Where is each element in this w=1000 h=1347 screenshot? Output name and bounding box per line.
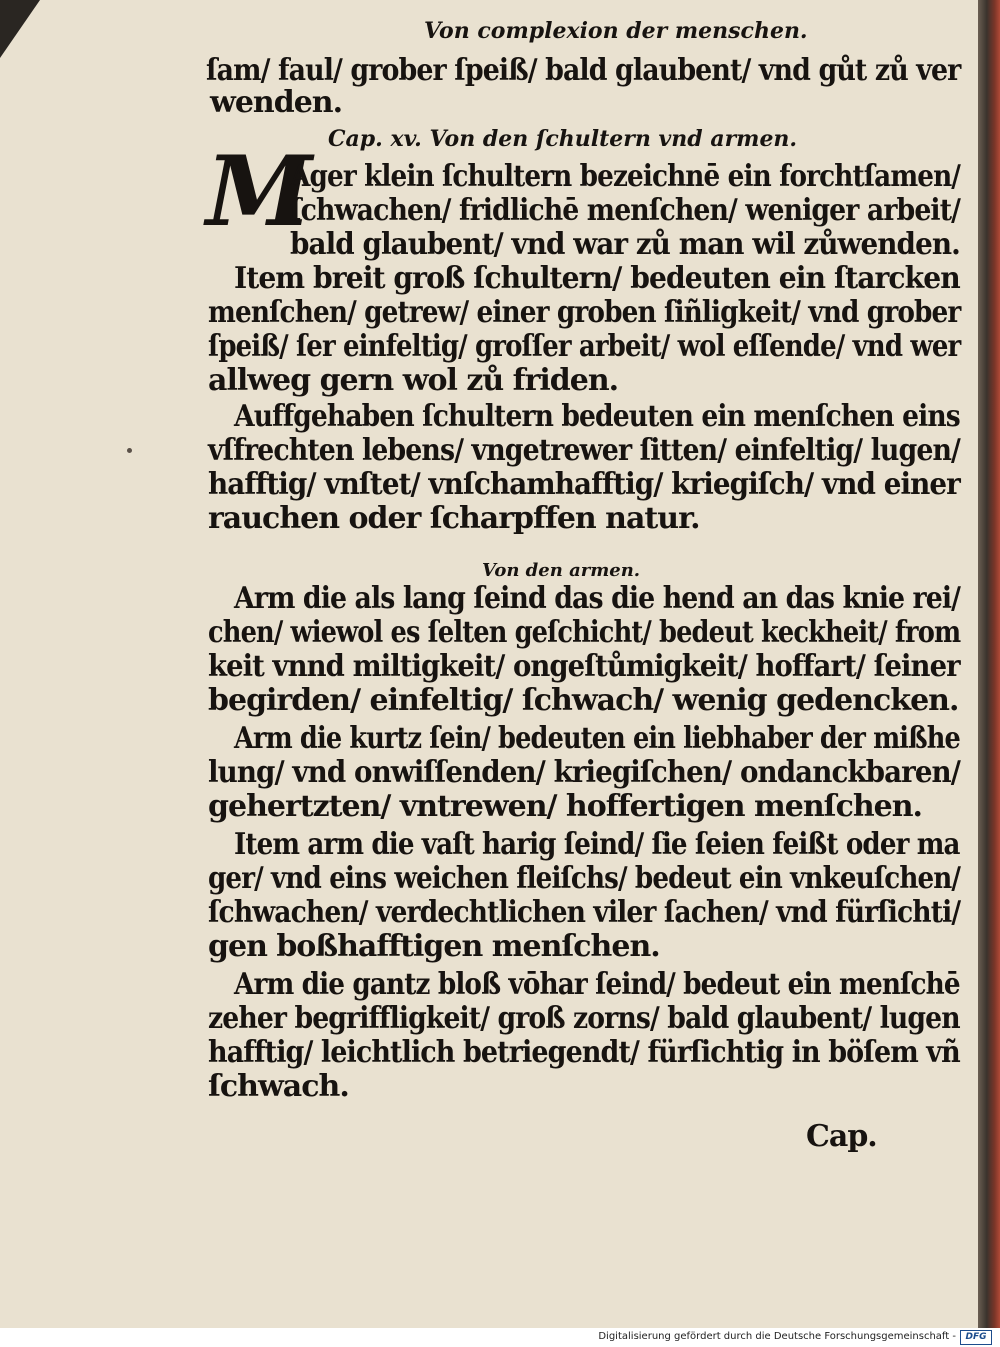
text-line: begirden/ einfeltig/ ſchwach/ wenig gedencken. (208, 683, 959, 718)
text-line: ſchwachen/ verdechtlichen viler ſachen/ vnd fürſichti/ (208, 895, 961, 930)
text-line: ſchwach. (208, 1069, 349, 1104)
section-heading: Von den armen. (482, 560, 641, 581)
text-line: rauchen oder ſcharpffen natur. (208, 501, 700, 536)
text-line: keit vnnd miltigkeit/ ongeſtůmigkeit/ hoffart/ ſeiner (208, 649, 960, 684)
text-line: Arm die als lang ſeind das die hend an das knie rei/ (234, 581, 961, 616)
book-edge (978, 0, 1000, 1328)
dfg-logo: DFG (960, 1330, 992, 1345)
text-line: wenden. (210, 85, 343, 120)
text-line: menſchen/ getrew/ einer groben ſiñligkeit/ vnd grober (208, 295, 961, 330)
text-line: Arm die kurtz ſein/ bedeuten ein liebhaber der mißhe (234, 721, 960, 756)
catchword: Cap. (806, 1119, 877, 1154)
text-line: Auffgehaben ſchultern bedeuten ein menſchen eins (234, 399, 960, 434)
running-head: Von complexion der menschen. (424, 18, 808, 44)
text-line: lung/ vnd onwiſſenden/ kriegiſchen/ ondanckbaren/ (208, 755, 960, 790)
text-line: allweg gern wol zů friden. (208, 363, 619, 398)
text-line: ſpeiß/ ſer einfeltig/ groſſer arbeit/ wol eſſende/ vnd wer (208, 329, 961, 364)
text-line: Arm die gantz bloß vōhar ſeind/ bedeut ein menſchē (234, 967, 960, 1002)
text-line: ger/ vnd eins weichen fleiſchs/ bedeut ein vnkeuſchen/ (208, 861, 961, 896)
text-line: Ager klein ſchultern bezeichnē ein forchtſamen/ (290, 159, 961, 194)
footer-credit: Digitalisierung gefördert durch die Deutsche Forschungsgemeinschaft - (598, 1331, 956, 1342)
decorated-initial: M (206, 135, 313, 248)
text-line: bald glaubent/ vnd war zů man wil zůwenden. (290, 227, 960, 262)
text-line: hafftig/ vnſtet/ vnſchamhafftig/ kriegiſch/ vnd einer (208, 467, 960, 502)
text-line: vſfrechten lebens/ vngetrewer ſitten/ einfeltig/ lugen/ (208, 433, 960, 468)
text-line: hafftig/ leichtlich betriegendt/ fürſichtig in böſem vñ (208, 1035, 960, 1070)
chapter-heading: Cap. xv. Von den ſchultern vnd armen. (328, 126, 798, 152)
text-line: gen boßhafftigen menſchen. (208, 929, 660, 964)
text-line: ſchwachen/ fridlichē menſchen/ weniger arbeit/ (290, 193, 961, 228)
text-line: Item arm die vaſt harig ſeind/ ſie ſeien feißt oder ma (234, 827, 960, 862)
text-line: zeher begriffligkeit/ groß zorns/ bald glaubent/ lugen (208, 1001, 960, 1036)
digitization-footer (0, 1328, 1000, 1347)
text-line: gehertzten/ vntrewen/ hoffertigen menſchen. (208, 789, 923, 824)
text-line: chen/ wiewol es ſelten geſchicht/ bedeut keckheit/ from (208, 615, 961, 650)
text-line: ſam/ faul/ grober ſpeiß/ bald glaubent/ vnd gůt zů ver (206, 53, 961, 88)
text-line: Item breit groß ſchultern/ bedeuten ein ſtarcken (234, 261, 960, 296)
